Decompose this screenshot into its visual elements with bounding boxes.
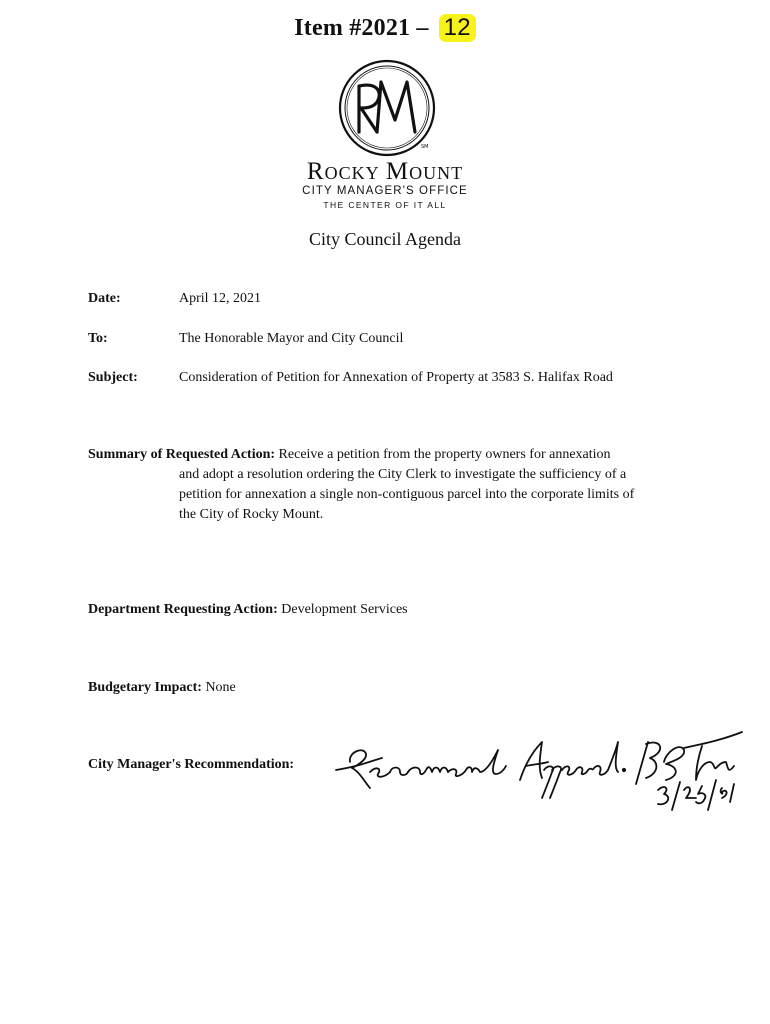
date-value: April 12, 2021 <box>179 291 262 306</box>
to-label: To: <box>88 331 108 346</box>
summary-line-1 <box>88 445 688 465</box>
summary-text-2: and adopt a resolution ordering the City Clerk to investigate the sufficiency of a <box>179 467 627 482</box>
item-title <box>0 14 770 42</box>
summary-text-1: Receive a petition from the property owners for annexation <box>278 447 611 462</box>
tagline: THE CENTER OF IT ALL <box>323 200 447 210</box>
item-label: Item #2021 – <box>294 15 429 41</box>
office-name: CITY MANAGER'S OFFICE <box>302 185 468 197</box>
subject-label: Subject: <box>88 370 138 385</box>
to-value: The Honorable Mayor and City Council <box>179 331 404 346</box>
department-value: Development Services <box>281 602 408 617</box>
budget-row <box>88 678 236 698</box>
department-row <box>88 600 408 620</box>
item-number-badge: 12 <box>439 14 476 42</box>
summary-text-3: petition for annexation a single non-contiguous parcel into the corporate limits of <box>179 487 635 502</box>
summary-text-4: the City of Rocky Mount. <box>179 507 324 522</box>
document-type: City Council Agenda <box>309 229 461 249</box>
letterhead <box>0 160 770 211</box>
svg-text:SM: SM <box>421 144 429 150</box>
summary-label: Summary of Requested Action: <box>88 447 276 462</box>
rocky-mount-logo <box>337 58 437 158</box>
subject-value: Consideration of Petition for Annexation of Property at 3583 S. Halifax Road <box>179 370 613 385</box>
handwritten-recommendation-signature <box>330 722 750 817</box>
department-label: Department Requesting Action: <box>88 602 278 617</box>
recommendation-label: City Manager's Recommendation: <box>88 757 295 772</box>
budget-value: None <box>205 680 236 695</box>
budget-label: Budgetary Impact: <box>88 680 202 695</box>
date-label: Date: <box>88 291 121 306</box>
org-name: Rocky Mount <box>306 158 464 185</box>
